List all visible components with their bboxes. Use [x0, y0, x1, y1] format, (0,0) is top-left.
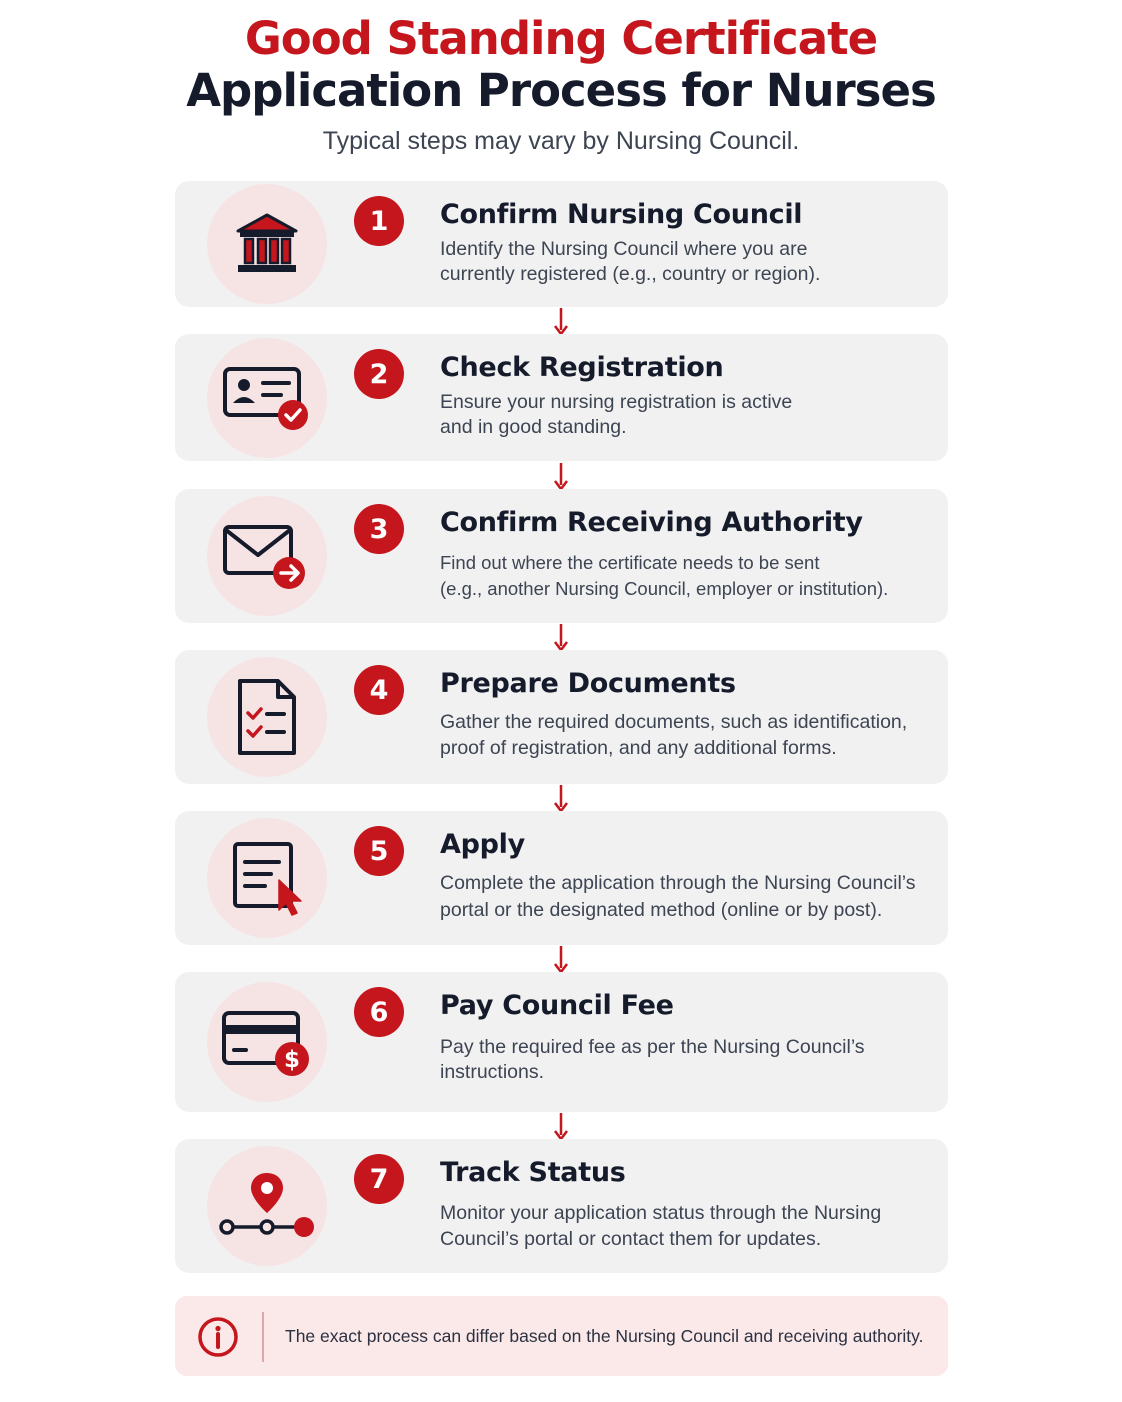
step-icon-circle — [207, 184, 327, 304]
note-divider — [262, 1312, 264, 1362]
step-title: Pay Council Fee — [440, 990, 674, 1021]
step-description — [440, 237, 940, 287]
step-number: 3 — [354, 504, 404, 554]
step-number: 5 — [354, 826, 404, 876]
step-description-line: instructions. — [440, 1061, 545, 1083]
step-title: Track Status — [440, 1157, 626, 1188]
page-title-line1: Good Standing Certificate — [244, 12, 878, 65]
arrow-down-icon — [553, 306, 569, 336]
envelope-send-icon — [221, 521, 313, 591]
step-number: 6 — [354, 987, 404, 1037]
step-card-5 — [175, 811, 948, 945]
info-icon — [197, 1316, 239, 1358]
step-description-line: Ensure your nursing registration is active — [440, 391, 793, 413]
step-card-6 — [175, 972, 948, 1112]
info-note — [175, 1296, 948, 1376]
step-card-2 — [175, 334, 948, 461]
step-icon-circle — [207, 818, 327, 938]
step-description-line: (e.g., another Nursing Council, employer or institution). — [440, 578, 889, 599]
step-description-line: portal or the designated method (online or by post). — [440, 899, 883, 921]
step-icon-circle — [207, 657, 327, 777]
form-cursor-icon — [227, 838, 307, 918]
step-description — [440, 1200, 940, 1252]
step-title: Check Registration — [440, 352, 724, 383]
step-number: 7 — [354, 1154, 404, 1204]
step-title: Prepare Documents — [440, 668, 736, 699]
step-icon-circle — [207, 982, 327, 1102]
step-title: Confirm Receiving Authority — [440, 507, 863, 538]
step-description — [440, 709, 940, 761]
step-icon-circle — [207, 496, 327, 616]
page-title-line2: Application Process for Nurses — [186, 64, 936, 117]
arrow-down-icon — [553, 622, 569, 652]
arrow-down-icon — [553, 1111, 569, 1141]
step-description — [440, 1035, 940, 1085]
arrow-down-icon — [553, 783, 569, 813]
step-description — [440, 550, 935, 602]
step-number: 1 — [354, 196, 404, 246]
id-card-check-icon — [221, 363, 313, 433]
checklist-document-icon — [232, 677, 302, 757]
step-description — [440, 390, 940, 440]
step-description-line: and in good standing. — [440, 416, 627, 438]
step-icon-circle — [207, 1146, 327, 1266]
step-description-line: proof of registration, and any additional forms. — [440, 737, 837, 759]
building-icon — [234, 211, 300, 277]
step-description-line: Council’s portal or contact them for updates. — [440, 1228, 822, 1250]
step-card-1 — [175, 181, 948, 307]
step-card-7 — [175, 1139, 948, 1273]
step-description-line: Gather the required documents, such as identification, — [440, 711, 908, 733]
credit-card-dollar-icon — [220, 1005, 314, 1079]
step-card-3 — [175, 489, 948, 623]
step-icon-circle — [207, 338, 327, 458]
step-description-line: Monitor your application status through the Nursing — [440, 1202, 882, 1224]
step-description-line: Identify the Nursing Council where you are — [440, 238, 808, 260]
step-title: Confirm Nursing Council — [440, 199, 803, 230]
step-description-line: Pay the required fee as per the Nursing Council’s — [440, 1036, 865, 1058]
step-title: Apply — [440, 829, 525, 860]
step-number: 4 — [354, 665, 404, 715]
step-description-line: Find out where the certificate needs to be sent — [440, 552, 820, 573]
arrow-down-icon — [553, 944, 569, 974]
page-subtitle: Typical steps may vary by Nursing Council. — [322, 127, 800, 155]
step-card-4 — [175, 650, 948, 784]
svg-text:$: $ — [283, 1047, 301, 1073]
note-text: The exact process can differ based on the Nursing Council and receiving authority. — [285, 1326, 924, 1346]
location-tracking-icon — [217, 1169, 317, 1243]
step-description-line: currently registered (e.g., country or region). — [440, 263, 821, 285]
step-number: 2 — [354, 349, 404, 399]
arrow-down-icon — [553, 461, 569, 491]
step-description — [440, 870, 940, 924]
step-description-line: Complete the application through the Nursing Council’s — [440, 872, 916, 894]
